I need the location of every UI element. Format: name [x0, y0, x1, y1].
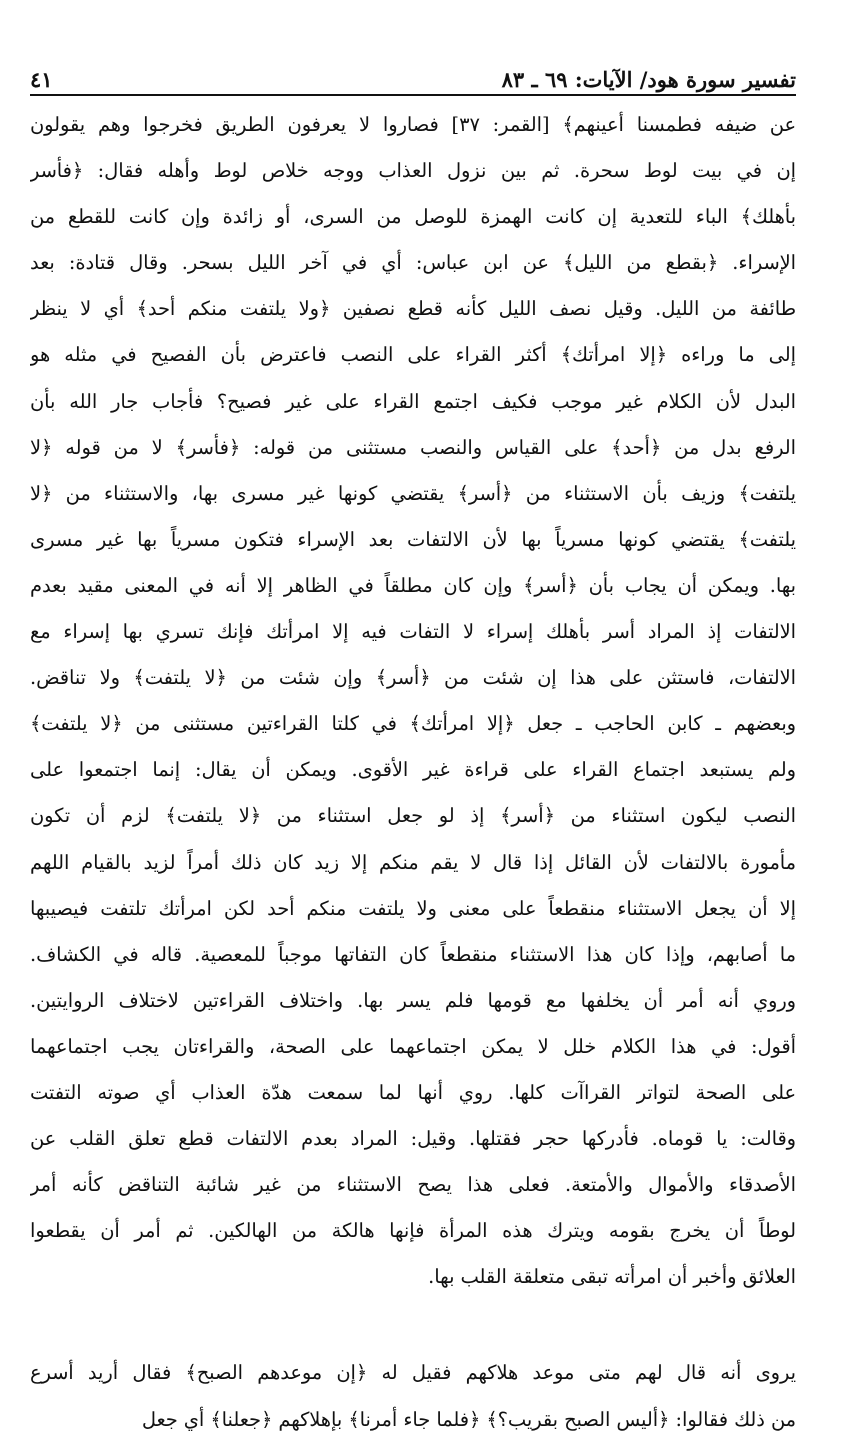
- text-line: يلتفت﴾ يقتضي كونها مسرياً بها لأن الالتفات بعد الإسراء فتكون مسرياً بها غير مسرى: [30, 527, 796, 551]
- text-line: وروي أنه أمر أن يخلفها مع قومها فلم يسر بها. واختلاف القراءتين لاختلاف الروايتين.: [30, 988, 796, 1012]
- paragraph-2: [30, 1350, 796, 1442]
- paragraph-gap: [30, 1300, 796, 1350]
- text-line: بها. ويمكن أن يجاب بأن ﴿أسر﴾ وإن كان مطلقاً في الظاهر إلا أنه في المعنى مقيد بعدم: [30, 573, 796, 597]
- text-line: على الصحة لتواتر القراآت كلها. روي أنها لما سمعت هدّة العذاب أي صوته التفتت: [30, 1080, 796, 1104]
- text-line: وقالت: يا قوماه. فأدركها حجر فقتلها. وقيل: المراد بعدم الالتفات قطع تعلق القلب عن: [30, 1127, 796, 1151]
- text-line: مأمورة بالالتفات لأن القائل إذا قال لا يقم منكم إلا زيد كان ذلك أمراً لزيد بالقيام اللهم: [30, 850, 796, 874]
- text-line: الإسراء. ﴿بقطع من الليل﴾ عن ابن عباس: أي في آخر الليل بسحر. وقال قتادة: بعد: [30, 251, 796, 275]
- text-line: ولم يستبعد اجتماع القراء على قراءة غير الأقوى. ويمكن أن يقال: إنما اجتمعوا على: [30, 758, 796, 782]
- text-line: العلائق وأخبر أن امرأته تبقى متعلقة القلب بها.: [428, 1265, 796, 1289]
- text-line: إن في بيت لوط سحرة. ثم بين نزول العذاب ووجه خلاص لوط وأهله فقال: ﴿فأسر: [30, 159, 796, 183]
- text-line: النصب ليكون استثناء من ﴿أسر﴾ إذ لو جعل استثناء من ﴿لا يلتفت﴾ لزم أن تكون: [30, 804, 796, 828]
- text-line: الرفع بدل من ﴿أحد﴾ على القياس والنصب مستثنى من قوله: ﴿فأسر﴾ لا من قوله ﴿لا: [30, 435, 796, 459]
- text-line: يلتفت﴾ وزيف بأن الاستثناء من ﴿أسر﴾ يقتضي كونها غير مسرى بها، والاستثناء من ﴿لا: [30, 481, 796, 505]
- text-line: الالتفات إذ المراد أسر بأهلك إسراء لا التفات فيه إلا امرأتك فإنك تسري بها إسراء مع: [30, 620, 796, 644]
- text-line: بأهلك﴾ الباء للتعدية إن كانت الهمزة للوصل من السرى، أو زائدة وإن كانت للقطع من: [30, 205, 796, 229]
- text-line: الالتفات، فاستثن على هذا إن شئت من ﴿أسر﴾ وإن شئت من ﴿لا يلتفت﴾ ولا تناقض.: [30, 666, 796, 690]
- text-line: من ذلك فقالوا: ﴿أليس الصبح بقريب؟﴾ ﴿فلما جاء أمرنا﴾ بإهلاكهم ﴿جعلنا﴾ أي جعل: [141, 1407, 796, 1431]
- text-line: لوطاً أن يخرج بقومه ويترك هذه المرأة فإنها هالكة من الهالكين. ثم أمر أن يقطعوا: [30, 1219, 796, 1243]
- header-rule: [30, 94, 796, 96]
- text-line: البدل لأن الكلام غير موجب فكيف اجتمع القراء على غير فصيح؟ فأجاب جار الله بأن: [30, 389, 796, 413]
- page-number: ٤١: [30, 67, 53, 92]
- text-line: طائفة من الليل. وقيل نصف الليل كأنه قطع نصفين ﴿ولا يلتفت منكم أحد﴾ أي لا ينظر: [30, 297, 796, 321]
- text-line: عن ضيفه فطمسنا أعينهم﴾ [القمر: ٣٧] فصاروا لا يعرفون الطريق فخرجوا وهم يقولون: [30, 113, 796, 136]
- text-line: ما أصابهم، وإذا كان هذا الاستثناء منقطعاً كان التفاتها موجباً للمعصية. قاله في الكشاف.: [30, 942, 796, 966]
- text-line: الأصدقاء والأموال والأمتعة. فعلى هذا يصح الاستثناء من غير شائبة التناقض كأنه أمر: [30, 1173, 796, 1197]
- text-line: وبعضهم ـ كابن الحاجب ـ جعل ﴿إلا امرأتك﴾ في كلتا القراءتين مستثنى من ﴿لا يلتفت﴾: [30, 712, 796, 736]
- paragraph-1: [30, 102, 796, 1300]
- page-header: [30, 52, 796, 92]
- text-line: إلا أن يجعل الاستثناء منقطعاً على معنى ولا يلتفت منكم أحد لكن امرأتك تلتفت فيصيبها: [30, 896, 796, 920]
- text-line: يروى أنه قال لهم متى موعد هلاكهم فقيل له ﴿إن موعدهم الصبح﴾ فقال أريد أسرع: [30, 1361, 796, 1385]
- text-line: إلى ما وراءه ﴿إلا امرأتك﴾ أكثر القراء على النصب فاعترض بأن الفصيح في مثله هو: [30, 343, 796, 367]
- page-body: [30, 102, 796, 1443]
- text-line: أقول: في هذا الكلام خلل لا يمكن اجتماعهما على الصحة، والقراءتان يجب اجتماعهما: [30, 1034, 796, 1058]
- running-title: تفسير سورة هود/ الآيات: ٦٩ ـ ٨٣: [501, 67, 796, 92]
